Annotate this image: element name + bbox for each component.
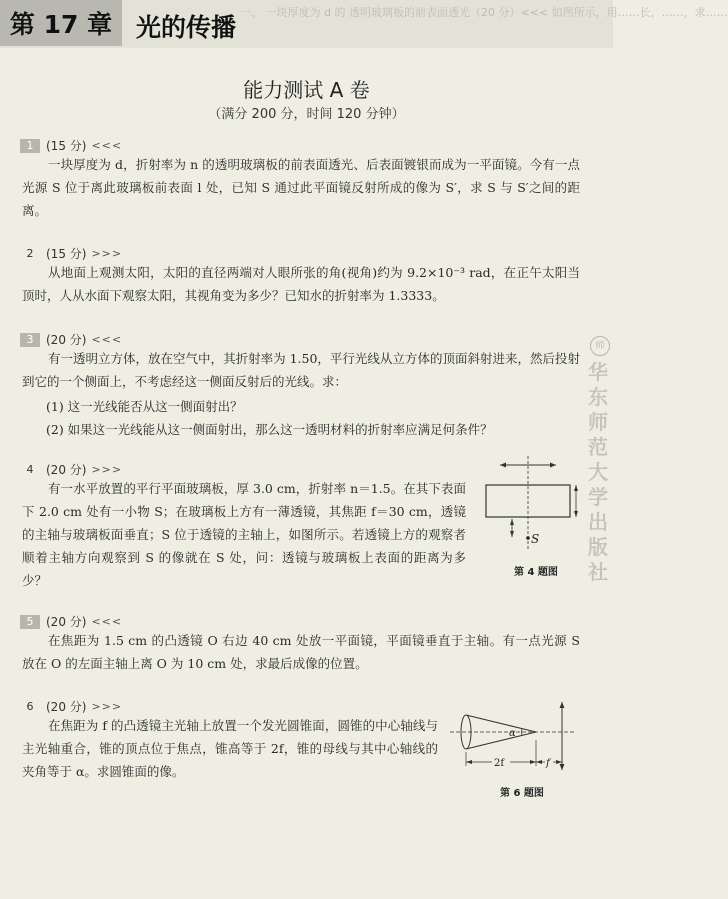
chapter-number-tab: 第 17 章 bbox=[0, 0, 122, 46]
question-number: 3 bbox=[20, 333, 40, 347]
cone-generatrix-bottom bbox=[466, 732, 536, 749]
question-arrow: <<< bbox=[91, 615, 123, 628]
dimension-arrow bbox=[510, 531, 514, 537]
question-5-header bbox=[20, 613, 122, 630]
label-alpha: α bbox=[509, 728, 516, 739]
dimension-arrow bbox=[574, 485, 578, 491]
question-2-header bbox=[20, 245, 122, 262]
question-2-text: 从地面上观测太阳，太阳的直径两端对人眼所张的角(视角)约为 9.2×10⁻³ rad，在正午太阳当顶时，人从水面下观察太阳，其视角变为多少？已知水的折射率为 1.3333。 bbox=[22, 265, 580, 303]
question-arrow: <<< bbox=[91, 139, 123, 152]
dimension-arrow bbox=[574, 511, 578, 517]
question-number: 4 bbox=[26, 462, 34, 476]
label-s: S bbox=[531, 532, 540, 546]
question-6-figure-caption: 第 6 题图 bbox=[500, 788, 544, 799]
dimension-arrow bbox=[530, 760, 536, 764]
question-3-text: 有一透明立方体，放在空气中，其折射率为 1.50，平行光线从立方体的顶面斜射进来，然后投射到它的一个侧面上，不考虑经这一侧面反射后的光线。求： bbox=[22, 351, 580, 389]
chapter-title: 光的传播 bbox=[136, 13, 237, 42]
question-3-item-1: (1) 这一光线能否从这一侧面射出？ bbox=[46, 399, 243, 414]
point-source-s bbox=[526, 536, 530, 540]
lens-arrow-right bbox=[550, 463, 556, 468]
dimension-arrow bbox=[536, 760, 542, 764]
question-6-text: 在焦距为 f 的凸透镜主光轴上放置一个发光圆锥面，圆锥的中心轴线与主光轴重合，锥的顶点位于焦点，锥高等于 2f，锥的母线与其中心轴线的夹角等于 α。求圆锥面的像。 bbox=[22, 718, 438, 779]
publisher-side-text: 华东师范大学出版社 bbox=[588, 360, 608, 584]
question-3-header bbox=[20, 331, 122, 348]
question-arrow: >>> bbox=[91, 700, 123, 713]
question-4-figure bbox=[478, 452, 593, 560]
label-f: f bbox=[546, 758, 550, 769]
question-score: (20 分) bbox=[46, 615, 87, 629]
lens-arrow-bottom bbox=[560, 764, 565, 770]
question-6-figure bbox=[450, 700, 580, 780]
dimension-arrow bbox=[466, 760, 472, 764]
question-1-header bbox=[20, 137, 122, 154]
paper-subtitle: （满分 200 分，时间 120 分钟） bbox=[208, 107, 405, 122]
question-number: 6 bbox=[26, 699, 34, 713]
question-arrow: <<< bbox=[91, 333, 123, 346]
label-2f: 2f bbox=[494, 758, 505, 769]
paper-title: 能力测试 A 卷 bbox=[243, 78, 370, 102]
question-4-text: 有一水平放置的平行平面玻璃板，厚 3.0 cm，折射率 n＝1.5。在其下表面下 2.0 cm 处有一小物 S；在玻璃板上方有一薄透镜，其焦距 f＝30 cm，透镜的主轴与玻璃板面垂直；S 位于透镜的主轴上，如图所示。若透镜上方的观察者顺着主轴方向观察到 S 的像就在 S 处，问：透镜与玻璃板上表面的距离为多少？ bbox=[22, 481, 466, 588]
question-5-text: 在焦距为 1.5 cm 的凸透镜 O 右边 40 cm 处放一平面镜，平面镜垂直于主轴。有一点光源 S 放在 O 的左面主轴上离 O 为 10 cm 处，求最后成像的位置。 bbox=[22, 633, 580, 671]
question-arrow: >>> bbox=[91, 463, 123, 476]
question-score: (15 分) bbox=[46, 247, 87, 261]
dimension-arrow bbox=[510, 519, 514, 525]
bleed-through-text-right: （20 分）<<< 如图所示，用……长，……，求…… bbox=[470, 6, 728, 19]
question-score: (20 分) bbox=[46, 333, 87, 347]
publisher-badge-icon: 师 bbox=[590, 336, 610, 356]
question-6-header bbox=[20, 698, 122, 715]
bleed-through-text: 一、 一块厚度为 d 的 透明玻璃板的前表面透光 bbox=[240, 6, 470, 19]
lens-arrow-left bbox=[500, 463, 506, 468]
cone-generatrix-top bbox=[466, 715, 536, 732]
question-number: 5 bbox=[20, 615, 40, 629]
question-score: (20 分) bbox=[46, 700, 87, 714]
question-arrow: >>> bbox=[91, 247, 123, 260]
question-score: (15 分) bbox=[46, 139, 87, 153]
question-number: 1 bbox=[20, 139, 40, 153]
dimension-arrow bbox=[556, 760, 562, 764]
question-4-header bbox=[20, 461, 122, 478]
question-4-figure-caption: 第 4 题图 bbox=[514, 567, 558, 578]
question-3-item-2: (2) 如果这一光线能从这一侧面射出，那么这一透明材料的折射率应满足何条件？ bbox=[46, 422, 493, 437]
question-1-text: 一块厚度为 d，折射率为 n 的透明玻璃板的前表面透光、后表面镀银而成为一平面镜。今有一点光源 S 位于离此玻璃板前表面 l 处，已知 S 通过此平面镜反射所成的像为 S′，求 S 与 S′之间的距离。 bbox=[22, 157, 580, 218]
question-score: (20 分) bbox=[46, 463, 87, 477]
lens-arrow-top bbox=[560, 702, 565, 708]
question-number: 2 bbox=[26, 246, 34, 260]
